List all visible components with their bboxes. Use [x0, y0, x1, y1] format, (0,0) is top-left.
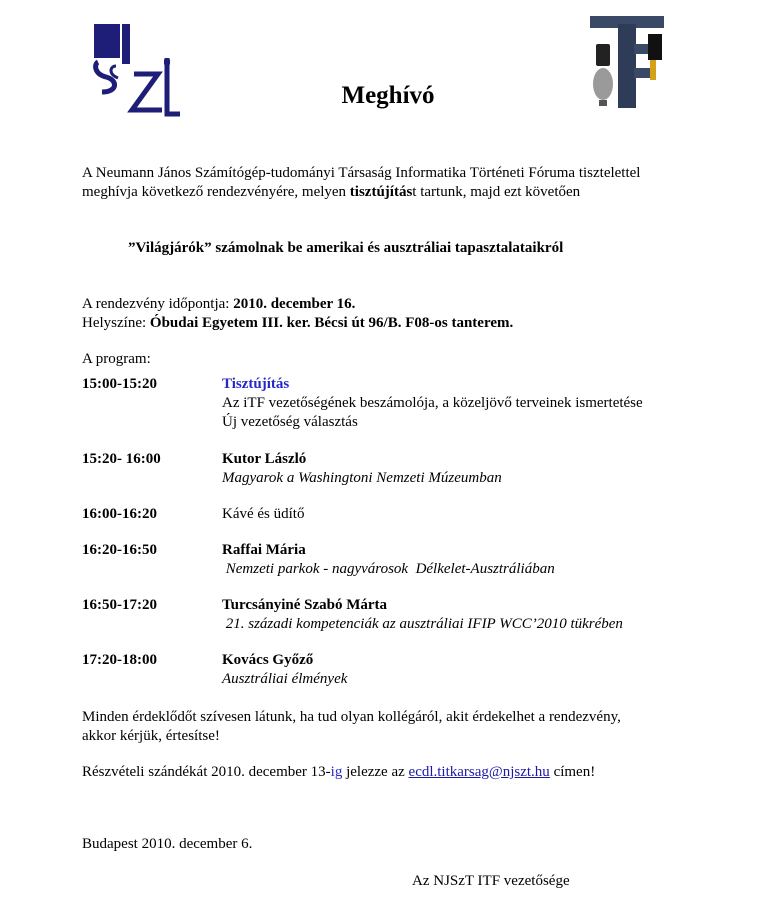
- program-talk: 21. századi kompetenciák az ausztráliai IFIP WCC’2010 tükrében: [222, 616, 623, 632]
- program-time: 16:00-16:20: [82, 506, 157, 522]
- rsvp-text-end: címen!: [549, 764, 596, 780]
- event-place: [82, 314, 513, 333]
- intro-line-1: A Neumann János Számítógép-tudományi Társaság Informatika Történeti Fóruma tisztelettel: [82, 165, 641, 181]
- email-link[interactable]: ecdl.titkarsag@njszt.hu: [408, 764, 550, 780]
- intro-highlight: tisztújítás: [349, 184, 413, 200]
- rsvp-line: [82, 763, 595, 782]
- program-item: [0, 505, 760, 525]
- date-label: A rendezvény időpontja:: [82, 296, 234, 312]
- footer-date: Budapest 2010. december 6.: [82, 836, 253, 852]
- page-title: Meghívó: [341, 82, 435, 109]
- itf-logo: [588, 14, 668, 108]
- program-speaker: Turcsányiné Szabó Márta: [222, 597, 388, 613]
- intro-line-2-end: t tartunk, majd ezt követően: [412, 184, 581, 200]
- program-time: 16:20-16:50: [82, 542, 157, 558]
- closing-line-1: Minden érdeklődőt szívesen látunk, ha tud olyan kollégáról, akit érdekelhet a rendezvény,: [82, 709, 621, 725]
- footer-signature: Az NJSzT ITF vezetősége: [412, 873, 570, 889]
- place-value: Óbudai Egyetem III. ker. Bécsi út 96/B. F08-os tanterem.: [149, 315, 514, 331]
- program-item: [0, 375, 760, 435]
- program-line: Az iTF vezetőségének beszámolója, a közeljövő terveinek ismertetése: [222, 395, 643, 411]
- rsvp-text-mid: jelezze az: [342, 764, 409, 780]
- rsvp-ig: ig: [330, 764, 343, 780]
- program-item: [0, 541, 760, 581]
- event-date: [82, 295, 355, 314]
- rsvp-text: Részvételi szándékát 2010. december 13-: [82, 764, 331, 780]
- program-title: Tisztújítás: [222, 376, 290, 392]
- program-line: Új vezetőség választás: [222, 414, 358, 430]
- program-speaker: Kovács Győző: [222, 652, 314, 668]
- program-time: 15:00-15:20: [82, 376, 157, 392]
- program-time: 16:50-17:20: [82, 597, 157, 613]
- program-break: Kávé és üdítő: [222, 506, 305, 522]
- program-talk: Ausztráliai élmények: [222, 671, 348, 687]
- program-talk: Nemzeti parkok - nagyvárosok Délkelet-Ausztráliában: [222, 561, 555, 577]
- program-item: [0, 596, 760, 636]
- program-heading: A program:: [82, 351, 151, 367]
- place-label: Helyszíne:: [82, 315, 150, 331]
- intro-line-2-start: meghívja következő rendezvényére, melyen: [82, 184, 350, 200]
- closing-line-2: akkor kérjük, értesítse!: [82, 728, 220, 744]
- program-time: 17:20-18:00: [82, 652, 157, 668]
- program-item: [0, 450, 760, 490]
- program-talk: Magyarok a Washingtoni Nemzeti Múzeumban: [222, 470, 502, 486]
- intro-line-2: [82, 183, 580, 202]
- program-speaker: Kutor László: [222, 451, 307, 467]
- program-time: 15:20- 16:00: [82, 451, 161, 467]
- event-subtitle: ”Világjárók” számolnak be amerikai és ausztráliai tapasztalataikról: [128, 240, 564, 256]
- program-speaker: Raffai Mária: [222, 542, 306, 558]
- program-item: [0, 651, 760, 691]
- date-value: 2010. december 16.: [233, 296, 356, 312]
